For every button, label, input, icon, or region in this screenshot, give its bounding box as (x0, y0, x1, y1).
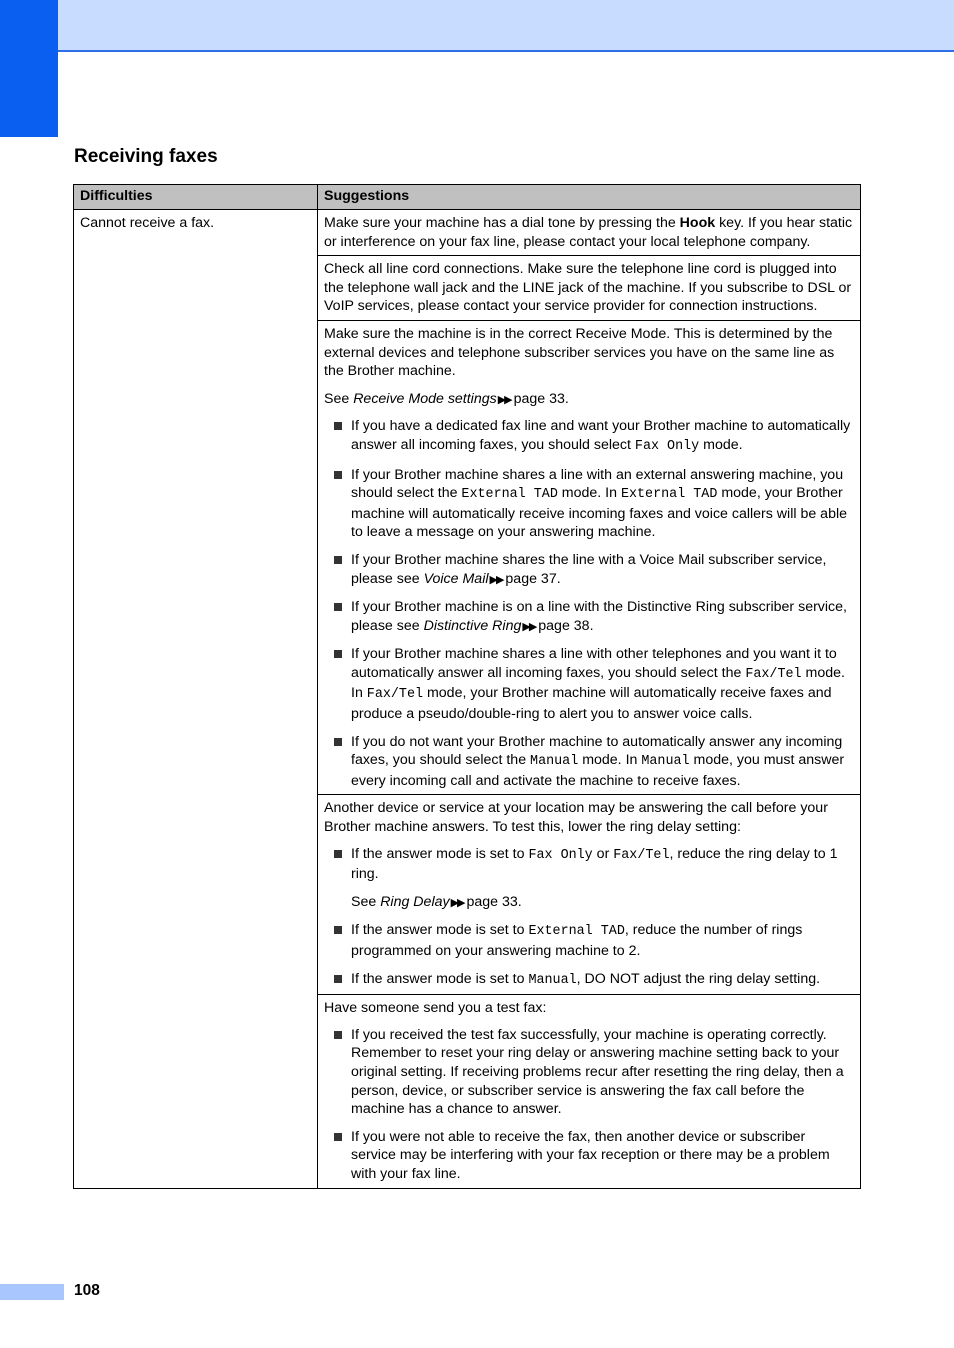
text: , reduce the number of rings programmed on your answering machine to 2. (351, 922, 803, 959)
suggestion-cell (318, 210, 861, 256)
list-item (324, 845, 854, 913)
page-reference: page 38. (538, 617, 594, 634)
text: See (324, 390, 354, 407)
text: mode. In (578, 752, 642, 769)
text: If your Brother machine shares the line with a Voice Mail subscriber service, please see (351, 551, 827, 587)
paragraph: Have someone send you a test fax: (324, 1000, 547, 1017)
cross-reference (351, 893, 854, 913)
footer-bar (0, 1284, 64, 1300)
text: If the answer mode is set to (351, 970, 529, 987)
list-item: If you were not able to receive the fax, then another device or subscriber service may be interfering with your fax reception or there may be a problem with your fax line. (324, 1128, 854, 1184)
list-item (324, 733, 854, 791)
suggestion-cell (318, 320, 861, 794)
difficulty-cell: Cannot receive a fax. (74, 210, 318, 1189)
double-arrow-icon: ▶▶ (522, 620, 536, 633)
table-row (74, 210, 861, 256)
section-title: Receiving faxes (74, 146, 218, 167)
list-item (324, 417, 854, 456)
text: key. If you hear static or interference on your fax line, please contact your local telephone company. (324, 215, 853, 250)
list-item (324, 598, 854, 636)
text: If the answer mode is set to (351, 922, 529, 939)
text: If your Brother machine shares a line with an external answering machine, you should select the (351, 466, 844, 502)
text: mode. In (557, 485, 621, 502)
text: mode, your Brother machine will automatically receive incoming faxes and voice callers will be able to leave a message on your answering machine. (351, 485, 848, 541)
mode-name: External TAD (461, 487, 558, 503)
page-reference: page 33. (513, 390, 569, 407)
text: , reduce the ring delay to 1 ring. (351, 845, 838, 883)
text: mode. (699, 436, 743, 453)
list-item (324, 645, 854, 723)
cross-reference (324, 390, 854, 410)
text: mode. In (351, 664, 845, 702)
hook-key-label: Hook (679, 215, 716, 231)
double-arrow-icon: ▶▶ (450, 896, 464, 909)
text: or (592, 845, 614, 862)
text: If the answer mode is set to (351, 845, 529, 862)
list-item (324, 551, 854, 589)
list-item: If you received the test fax successfully, your machine is operating correctly. Remember to reset your ring delay or answering machine setting back to your original setting. If receiving problems recur after resetting the ring delay, then a person, device, or subscriber service is answering the fax call before the machine has a chance to answer. (324, 1026, 854, 1119)
text: If your Brother machine is on a line with the Distinctive Ring subscriber service, please see (351, 599, 847, 634)
suggestion-cell (318, 795, 861, 995)
list-item (324, 970, 854, 991)
mode-name: External TAD (528, 924, 625, 940)
troubleshooting-table (73, 184, 861, 1189)
reference-link[interactable]: Distinctive Ring (423, 617, 522, 634)
mode-name: Manual (530, 754, 579, 770)
mode-name: Fax/Tel (613, 847, 670, 863)
suggestion-cell (318, 995, 861, 1188)
header-band (0, 0, 954, 52)
bullet-list (324, 1026, 854, 1184)
column-header-suggestions: Suggestions (318, 185, 861, 210)
text: mode, you must answer every incoming call and activate the machine to receive faxes. (351, 752, 845, 789)
list-item (324, 466, 854, 542)
text: , DO NOT adjust the ring delay setting. (576, 970, 821, 987)
text: mode, your Brother machine will automatically receive faxes and produce a pseudo/double-ring to alert you to answer voice calls. (351, 685, 832, 723)
text: If you do not want your Brother machine to automatically answer any incoming faxes, you should select the (351, 733, 843, 769)
mode-name: Fax Only (528, 847, 593, 863)
mode-name: Fax/Tel (366, 687, 424, 703)
text: If you have a dedicated fax line and want your Brother machine to automatically answer all incoming faxes, you should select (351, 418, 851, 453)
reference-link[interactable]: Voice Mail (423, 570, 489, 587)
paragraph: Another device or service at your location may be answering the call before your Brother machine answers. To test this, lower the ring delay setting: (324, 800, 828, 836)
suggestion-cell: Check all line cord connections. Make sure the telephone line cord is plugged into the telephone wall jack and the LINE jack of the machine. If you subscribe to DSL or VoIP services, please contact your service provider for connection instructions. (318, 256, 861, 321)
double-arrow-icon: ▶▶ (497, 393, 511, 406)
table-header-row (74, 185, 861, 210)
page-reference: page 37. (505, 570, 561, 587)
mode-name: External TAD (620, 487, 718, 503)
reference-link[interactable]: Ring Delay (380, 893, 450, 910)
page-number: 108 (74, 1282, 100, 1299)
paragraph: Make sure the machine is in the correct Receive Mode. This is determined by the external devices and telephone subscriber services you have on the same line as the Brother machine. (324, 325, 835, 380)
mode-name: Fax/Tel (745, 666, 802, 682)
text: See (351, 893, 381, 910)
bullet-list (324, 845, 854, 991)
double-arrow-icon: ▶▶ (489, 573, 503, 586)
mode-name: Fax Only (634, 438, 700, 454)
page-reference: page 33. (466, 893, 522, 910)
text: If your Brother machine shares a line with other telephones and you want it to automatically answer all incoming faxes, you should select the (351, 646, 837, 681)
mode-name: Manual (528, 972, 577, 988)
reference-link[interactable]: Receive Mode settings (353, 390, 497, 407)
mode-name: Manual (641, 754, 690, 770)
chapter-tab (0, 0, 58, 137)
list-item (324, 921, 854, 960)
column-header-difficulties: Difficulties (74, 185, 318, 210)
text: Make sure your machine has a dial tone by pressing the (324, 215, 680, 231)
bullet-list (324, 417, 854, 790)
